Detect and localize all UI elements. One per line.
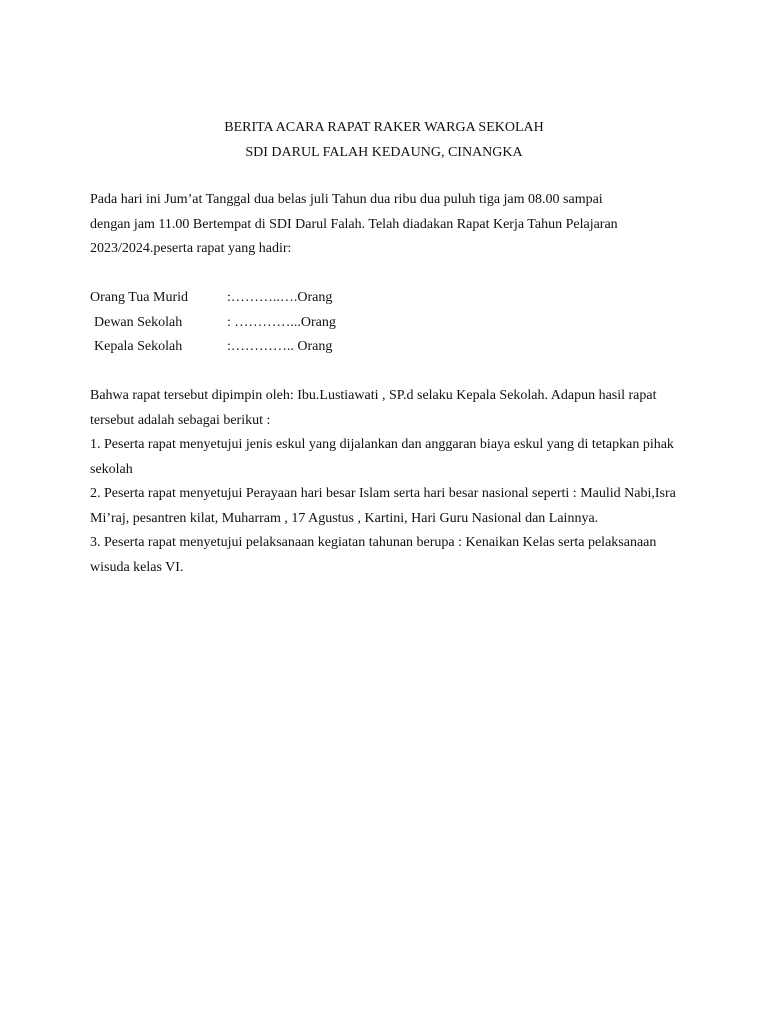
result-line-1: Bahwa rapat tersebut dipimpin oleh: Ibu.Lustiawati , SP.d selaku Kepala Sekolah. Adapun hasil rapat: [90, 388, 657, 403]
attendance-label: Orang Tua Murid: [90, 290, 189, 305]
title-line-1: BERITA ACARA RAPAT RAKER WARGA SEKOLAH: [224, 120, 544, 135]
paragraph-gap: [90, 360, 680, 385]
attendance-value: :………….. Orang: [227, 339, 333, 354]
attendance-row-dewan-sekolah: [90, 311, 680, 336]
paragraph-gap: [90, 262, 680, 287]
attendance-label: Dewan Sekolah: [94, 314, 183, 330]
result-line-8: wisuda kelas VI.: [90, 559, 184, 575]
intro-line-2: dengan jam 11.00 Bertempat di SDI Darul Falah. Telah diadakan Rapat Kerja Tahun Pelajaran: [90, 216, 618, 232]
attendance-row-orang-tua: [90, 286, 680, 311]
document-body: [90, 188, 680, 580]
attendance-value: :………..….Orang: [227, 290, 333, 305]
attendance-label: Kepala Sekolah: [94, 339, 183, 354]
result-line-4: sekolah: [90, 461, 133, 477]
result-line-5: 2. Peserta rapat menyetujui Perayaan hari besar Islam serta hari besar nasional seperti : Maulid Nabi,Isra: [90, 486, 676, 501]
result-line-6: Mi’raj, pesantren kilat, Muharram , 17 Agustus , Kartini, Hari Guru Nasional dan Lainnya.: [90, 510, 599, 526]
intro-line-3: 2023/2024.peserta rapat yang hadir:: [90, 241, 292, 256]
result-line-2: tersebut adalah sebagai berikut :: [90, 412, 271, 428]
result-line-3: 1. Peserta rapat menyetujui jenis eskul yang dijalankan dan anggaran biaya eskul yang di tetapkan pihak: [90, 437, 674, 452]
title-line-2: SDI DARUL FALAH KEDAUNG, CINANGKA: [245, 144, 523, 160]
attendance-row-kepala-sekolah: [90, 335, 680, 360]
intro-line-1: Pada hari ini Jum’at Tanggal dua belas juli Tahun dua ribu dua puluh tiga jam 08.00 sampai: [90, 192, 603, 207]
attendance-value: : …………...Orang: [227, 314, 336, 330]
result-line-7: 3. Peserta rapat menyetujui pelaksanaan kegiatan tahunan berupa : Kenaikan Kelas serta pelaksanaan: [90, 535, 657, 550]
document-title: [0, 116, 768, 165]
